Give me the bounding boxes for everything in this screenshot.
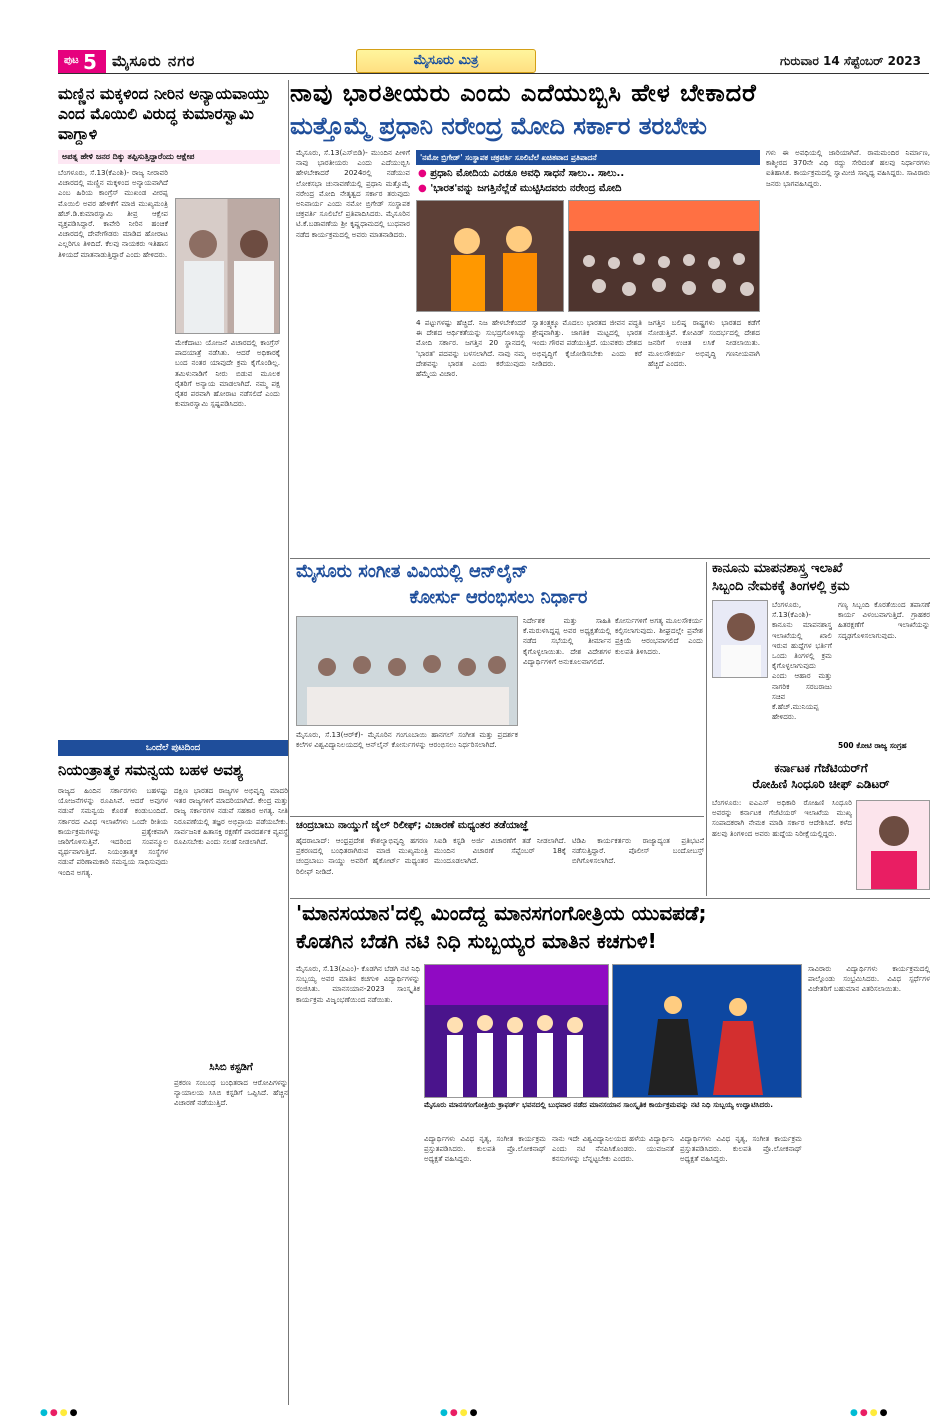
- chandrababu-headline: ಚಂದ್ರಬಾಬು ನಾಯ್ಡುಗೆ ಜೈಲ್ ರಿಲೀಫ್; ವಿಚಾರಣೆ ಮಧ್ಯಂತರ ತಡೆಯಾಜ್ಞೆ: [296, 820, 529, 831]
- lead-bullet-2-text: 'ಭಾರತ'ವನ್ನು ಜಗತ್ತಿನೆಲ್ಲೆಡೆ ಮುಟ್ಟಿಸಿದವರು ನರೇಂದ್ರ ಮೋದಿ: [430, 183, 622, 194]
- left-top-subhead: ಅಪತ್ನ ಹೇಳಿ ಜನರ ದಿಕ್ಕು ತಪ್ಪಿಸುತ್ತಿದ್ದಾರೆಂದು ಆಕ್ಷೇಪ: [58, 150, 280, 164]
- lead-headline-line1: ನಾವು ಭಾರತೀಯರು ಎಂದು ಎದೆಯುಬ್ಬಿಸಿ ಹೇಳ ಬೇಕಾದರೆ: [290, 79, 757, 107]
- manasa-headline-line2: ಕೊಡಗಿನ ಬೆಡಗಿ ನಟಿ ನಿಧಿ ಸುಬ್ಬಯ್ಯರ ಮಾತಿನ ಕಚಗುಳಿ!: [296, 929, 657, 953]
- legal-headline-line2: ಸಿಬ್ಬಂದಿ ನೇಮಕಕ್ಕೆ ತಿಂಗಳಲ್ಲಿ ಕ್ರಮ: [712, 579, 850, 594]
- section-divider: [290, 558, 930, 559]
- opinion-col2: ದಕ್ಷಿಣ ಭಾರತದ ರಾಜ್ಯಗಳ ಅಭಿವೃದ್ಧಿ ಮಾದರಿ ಇತರ ರಾಜ್ಯಗಳಿಗೆ ಮಾದರಿಯಾಗಿದೆ. ಕೇಂದ್ರ ಮತ್ತು ರಾಜ್ಯ ಸರ್ಕಾರಗಳ ನಡುವೆ ಸಹಕಾರ ಅಗತ್ಯ. ನೀತಿ ನಿರೂಪಣೆಯಲ್ಲಿ ತಜ್ಞರ ಅಭಿಪ್ರಾಯ ಪಡೆಯಬೇಕು. ಸಾರ್ವಜನಿಕ ಹಿತಾಸಕ್ತಿ ರಕ್ಷಣೆಗೆ ಪಾರದರ್ಶಕ ವ್ಯವಸ್ಥೆ ರೂಪಿಸಬೇಕು ಎಂದು ಸಲಹೆ ನೀಡಲಾಗಿದೆ.: [174, 786, 288, 847]
- manasa-col1: ಮೈಸೂರು, ಸೆ.13(ಪಿಎಂ)- ಕೊಡಗಿನ ಬೆಡಗಿ ನಟಿ ನಿಧಿ ಸುಬ್ಬಯ್ಯ ಅವರ ಮಾತಿನ ಕಚಗುಳಿ ವಿದ್ಯಾರ್ಥಿಗಳನ್ನು ರಂಜಿಸಿತು. ಮಾನಸಯಾನ-2023 ಸಾಂಸ್ಕೃತಿಕ ಕಾರ್ಯಕ್ರಮ ವಿಜೃಂಭಣೆಯಿಂದ ನಡೆಯಿತು.: [296, 964, 420, 1004]
- manasa-headline-line1: 'ಮಾನಸಯಾನ'ದಲ್ಲಿ ಮಿಂದೆದ್ದ ಮಾನಸಗಂಗೋತ್ರಿಯ ಯುವಪಡೆ;: [296, 901, 707, 925]
- music-headline-line2: ಕೋರ್ಸು ಆರಂಭಿಸಲು ನಿರ್ಧಾರ: [409, 587, 588, 608]
- lead-headline-line2: ಮತ್ತೊಮ್ಮೆ ಪ್ರಧಾನಿ ನರೇಂದ್ರ ಮೋದಿ ಸರ್ಕಾರ ತರಬೇಕು: [290, 112, 707, 140]
- bullet-icon: ●: [418, 168, 427, 179]
- lead-bullet-1-text: ಪ್ರಧಾನಿ ಮೋದಿಯ ಎರಡೂ ಅವಧಿ ಸಾಧನೆ ಸಾಲು.. ಸಾಲು..: [430, 168, 625, 179]
- legal-col2: ಗಣ್ಯ ಸಿಬ್ಬಂದಿ ಕೊರತೆಯಿಂದ ತಪಾಸಣೆ ಕಾರ್ಯ ವಿಳಂಬವಾಗುತ್ತಿದೆ. ಗ್ರಾಹಕರ ಹಿತರಕ್ಷಣೆಗೆ ಇಲಾಖೆಯನ್ನು ಸದೃಢಗೊಳಿಸಲಾಗುವುದು.: [838, 600, 930, 640]
- page-number: 5: [83, 50, 97, 74]
- dateline: ಗುರುವಾರ 14 ಸೆಪ್ಟೆಂಬರ್ 2023: [780, 54, 921, 68]
- left-top-headline: ಮಣ್ಣಿನ ಮಕ್ಕಳಿಂದ ನೀರಿನ ಅನ್ಯಾಯವಾಯ್ತು ಎಂದ ಮೊಯಿಲಿ ವಿರುದ್ಧ ಕುಮಾರಸ್ವಾಮಿ ವಾಗ್ದಾಳಿ: [58, 85, 271, 143]
- bullet-icon: ●: [418, 183, 427, 194]
- music-meeting-photo: [296, 616, 518, 726]
- manasa-col3b: ವಿದ್ಯಾರ್ಥಿಗಳು ವಿವಿಧ ನೃತ್ಯ, ಸಂಗೀತ ಕಾರ್ಯಕ್ರಮ ಪ್ರಸ್ತುತಪಡಿಸಿದರು. ಕುಲಪತಿ ಪ್ರೊ.ಲೋಕನಾಥ್ ಅಧ್ಯಕ್ಷತೆ ವಹಿಸಿದ್ದರು.: [680, 1134, 802, 1164]
- lead-bullet-1: [418, 168, 760, 180]
- lead-bullet-2: [418, 183, 760, 195]
- chandrababu-col2: ಸಿಐಡಿ ಕಸ್ಟಡಿ ಅರ್ಜಿ ವಿಚಾರಣೆಗೆ ತಡೆ ನೀಡಲಾಗಿದೆ. ಮುಂದಿನ ವಿಚಾರಣೆ ಸೆಪ್ಟೆಂಬರ್ 18ಕ್ಕೆ ಮುಂದೂಡಲಾಗಿದೆ.: [434, 836, 566, 866]
- manasa-photo-dance: [612, 964, 802, 1098]
- left-top-col1: ಬೆಂಗಳೂರು, ಸೆ.13(ಕೆಎಂಶಿ)- ರಾಜ್ಯ ನೀರಾವರಿ ವಿಚಾರದಲ್ಲಿ ಮಣ್ಣಿನ ಮಕ್ಕಳಿಂದ ಅನ್ಯಾಯವಾಗಿದೆ ಎಂಬ ಹಿರಿಯ ಕಾಂಗ್ರೆಸ್ ಮುಖಂಡ ವೀರಪ್ಪ ಮೊಯಿಲಿ ಅವರ ಹೇಳಿಕೆಗೆ ಮಾಜಿ ಮುಖ್ಯಮಂತ್ರಿ ಹೆಚ್.ಡಿ.ಕುಮಾರಸ್ವಾಮಿ ತೀವ್ರ ಆಕ್ಷೇಪ ವ್ಯಕ್ತಪಡಿಸಿದ್ದಾರೆ. ಕಾವೇರಿ ನೀರಿನ ಹಂಚಿಕೆ ವಿಚಾರದಲ್ಲಿ ದೇವೇಗೌಡರು ಮಾಡಿದ ಹೋರಾಟ ಎಲ್ಲರಿಗೂ ತಿಳಿದಿದೆ. ಕೆಲವು ನಾಯಕರು ಇತಿಹಾಸ ತಿಳಿಯದೆ ಮಾತನಾಡುತ್ತಿದ್ದಾರೆ ಎಂದು ಹೇಳಿದರು.: [58, 168, 168, 259]
- print-color-dots-right: ●●●●: [850, 1408, 890, 1418]
- rohini-headline-line1: ಕರ್ನಾಟಕ ಗೆಜೆಟಿಯರ್‌ಗೆ: [774, 761, 868, 775]
- manasa-col3: ನಾನು ಇದೇ ವಿಶ್ವವಿದ್ಯಾನಿಲಯದ ಹಳೆಯ ವಿದ್ಯಾರ್ಥಿನಿ ಎಂದು ನಟಿ ನೆನಪಿಸಿಕೊಂಡರು. ಯುವಜನತೆ ಕನಸುಗಳನ್ನು ಬೆನ್ನಟ್ಟಬೇಕು ಎಂದರು.: [552, 1134, 674, 1164]
- music-headline-line1: ಮೈಸೂರು ಸಂಗೀತ ವಿವಿಯಲ್ಲಿ ಆನ್‌ಲೈನ್: [296, 561, 528, 582]
- chandrababu-col1: ಹೈದರಾಬಾದ್: ಆಂಧ್ರಪ್ರದೇಶ ಕೌಶಲ್ಯಾಭಿವೃದ್ಧಿ ಹಗರಣ ಪ್ರಕರಣದಲ್ಲಿ ಬಂಧಿತರಾಗಿರುವ ಮಾಜಿ ಮುಖ್ಯಮಂತ್ರಿ ಚಂದ್ರಬಾಬು ನಾಯ್ಡು ಅವರಿಗೆ ಹೈಕೋರ್ಟ್ ಮಧ್ಯಂತರ ರಿಲೀಫ್ ನೀಡಿದೆ.: [296, 836, 428, 876]
- rohini-col1: ಬೆಂಗಳೂರು: ಐಎಎಸ್ ಅಧಿಕಾರಿ ರೋಹಿಣಿ ಸಿಂಧೂರಿ ಅವರನ್ನು ಕರ್ನಾಟಕ ಗೆಜೆಟಿಯರ್ ಇಲಾಖೆಯ ಮುಖ್ಯ ಸಂಪಾದಕರಾಗಿ ನೇಮಕ ಮಾಡಿ ಸರ್ಕಾರ ಆದೇಶಿಸಿದೆ. ಕಳೆದ ಹಲವು ತಿಂಗಳಿಂದ ಅವರು ಹುದ್ದೆಯ ನಿರೀಕ್ಷೆಯಲ್ಲಿದ್ದರು.: [712, 798, 852, 838]
- legal-headline-line1: ಕಾನೂನು ಮಾಪನಶಾಸ್ತ್ರ ಇಲಾಖೆ: [712, 561, 843, 576]
- page-label: ಪುಟ: [64, 55, 79, 66]
- manasa-col4: ಸಾವಿರಾರು ವಿದ್ಯಾರ್ಥಿಗಳು ಕಾರ್ಯಕ್ರಮದಲ್ಲಿ ಪಾಲ್ಗೊಂಡು ಸಂಭ್ರಮಿಸಿದರು. ವಿವಿಧ ಸ್ಪರ್ಧೆಗಳ ವಿಜೇತರಿಗೆ ಬಹುಮಾನ ವಿತರಿಸಲಾಯಿತು.: [808, 964, 930, 994]
- lead-col1: ಮೈಸೂರು, ಸೆ.13(ಎಸ್‌ಬಿಡಿ)- ಮುಂದಿನ ಪೀಳಿಗೆ ನಾವು ಭಾರತೀಯರು ಎಂದು ಎದೆಯುಬ್ಬಿಸಿ ಹೇಳಬೇಕಾದರೆ 2024ರಲ್ಲಿ ನಡೆಯುವ ಲೋಕಸಭಾ ಚುನಾವಣೆಯಲ್ಲಿ ಪ್ರಧಾನಿ ಮತ್ತೊಮ್ಮೆ ನರೇಂದ್ರ ಮೋದಿ ನೇತೃತ್ವದ ಸರ್ಕಾರ ತರುವುದು ಅನಿವಾರ್ಯ ಎಂದು ನಮೋ ಬ್ರಿಗೇಡ್ ಸಂಸ್ಥಾಪಕ ಚಕ್ರವರ್ತಿ ಸೂಲಿಬೆಲೆ ಪ್ರತಿಪಾದಿಸಿದರು. ಮೈಸೂರಿನ ಟಿ.ಕೆ.ಬಡಾವಣೆಯ ಶ್ರೀ ಕೃಷ್ಣಧಾಮದಲ್ಲಿ ಬುಧವಾರ ನಡೆದ ಕಾರ್ಯಕ್ರಮದಲ್ಲಿ ಅವರು ಮಾತನಾಡಿದರು.: [296, 148, 410, 239]
- legal-col1: ಬೆಂಗಳೂರು, ಸೆ.13(ಕೆಎಂಶಿ)- ಕಾನೂನು ಮಾಪನಶಾಸ್ತ್ರ ಇಲಾಖೆಯಲ್ಲಿ ಖಾಲಿ ಇರುವ ಹುದ್ದೆಗಳ ಭರ್ತಿಗೆ ಒಂದು ತಿಂಗಳಲ್ಲಿ ಕ್ರಮ ಕೈಗೊಳ್ಳಲಾಗುವುದು ಎಂದು ಆಹಾರ ಮತ್ತು ನಾಗರಿಕ ಸರಬರಾಜು ಸಚಿವ ಕೆ.ಹೆಚ್.ಮುನಿಯಪ್ಪ ಹೇಳಿದರು.: [772, 600, 832, 722]
- column-rule: [706, 562, 707, 896]
- rohini-headline-line2: ರೋಹಿಣಿ ಸಿಂಧೂರಿ ಚೀಫ್ ಎಡಿಟರ್: [752, 777, 890, 791]
- rohini-photo: [856, 800, 930, 890]
- opinion-headline: ನಿಯಂತ್ರಾತ್ಮಕ ಸಮನ್ವಯ ಬಹಳ ಅವಶ್ಯ: [58, 761, 244, 779]
- print-color-dots-center: ●●●●: [440, 1408, 480, 1418]
- ccb-custody-title: ಸಿಸಿಬಿ ಕಸ್ಟಡಿಗೆ: [209, 1062, 253, 1073]
- music-col2: ನಿರ್ದೇಶಕ ಮತ್ತು ಸಾಹಿತಿ ಕೆ.ಮರುಳಸಿದ್ದಪ್ಪ ಅವರ ಅಧ್ಯಕ್ಷತೆಯಲ್ಲಿ ನಡೆದ ಸಭೆಯಲ್ಲಿ ತೀರ್ಮಾನ ಕೈಗೊಳ್ಳಲಾಯಿತು. ದೇಶ ವಿದೇಶಗಳ ವಿದ್ಯಾರ್ಥಿಗಳಿಗೆ ಅನುಕೂಲವಾಗಲಿದೆ.: [523, 616, 611, 666]
- left-top-col2: ಮೇಕೆದಾಟು ಯೋಜನೆ ವಿಚಾರದಲ್ಲಿ ಕಾಂಗ್ರೆಸ್ ಪಾದಯಾತ್ರೆ ನಡೆಸಿತು. ಆದರೆ ಅಧಿಕಾರಕ್ಕೆ ಬಂದ ನಂತರ ಯಾವುದೇ ಕ್ರಮ ಕೈಗೊಂಡಿಲ್ಲ. ತಮಿಳುನಾಡಿಗೆ ನೀರು ಬಿಡುವ ಮೂಲಕ ರೈತರಿಗೆ ಅನ್ಯಾಯ ಮಾಡಲಾಗಿದೆ. ನಮ್ಮ ಪಕ್ಷ ರೈತರ ಪರವಾಗಿ ಹೋರಾಟ ನಡೆಸಲಿದೆ ಎಂದು ಕುಮಾರಸ್ವಾಮಿ ಸ್ಪಷ್ಟಪಡಿಸಿದರು.: [175, 338, 280, 409]
- newspaper-logo: ಮೈಸೂರು ಮಿತ್ರ: [356, 49, 536, 73]
- section-title: ಮೈಸೂರು ನಗರ: [112, 52, 196, 70]
- print-color-dots-left: ●●●●: [40, 1408, 80, 1418]
- lead-col2: 4 ಪಟ್ಟುಗಳಷ್ಟು ಹೆಚ್ಚಿದೆ. ನಿಜ ಹೇಳಬೇಕೆಂದರೆ ಈ ದೇಶದ ಆರ್ಥಿಕತೆಯನ್ನು ಸುಭದ್ರಗೊಳಿಸಿದ್ದು ಮೋದಿ ಸರ್ಕಾರ. ಜಗತ್ತಿನ 20 ಸ್ಥಾನದಲ್ಲಿ 'ಭಾರತ' ಪದವನ್ನು ಬಳಸಲಾಗಿದೆ. ನಾವು ನಮ್ಮ ದೇಶವನ್ನು ಭಾರತ ಎಂದು ಕರೆಯುವುದು ಹೆಮ್ಮೆಯ ವಿಚಾರ.: [416, 318, 526, 379]
- ccb-custody-text: ಪ್ರಕರಣ ಸಂಬಂಧ ಬಂಧಿತರಾದ ಆರೋಪಿಗಳನ್ನು ನ್ಯಾಯಾಲಯ ಸಿಸಿಬಿ ಕಸ್ಟಡಿಗೆ ಒಪ್ಪಿಸಿದೆ. ಹೆಚ್ಚಿನ ವಿಚಾರಣೆ ನಡೆಯುತ್ತಿದೆ.: [174, 1078, 288, 1108]
- opinion-col1: ರಾಜ್ಯದ ಹಿಂದಿನ ಸರ್ಕಾರಗಳು ಬಹಳಷ್ಟು ಯೋಜನೆಗಳನ್ನು ರೂಪಿಸಿವೆ. ಆದರೆ ಅವುಗಳ ನಡುವೆ ಸಮನ್ವಯ ಕೊರತೆ ಕಂಡುಬಂದಿದೆ. ಸರ್ಕಾರದ ವಿವಿಧ ಇಲಾಖೆಗಳು ಒಂದೇ ರೀತಿಯ ಕಾರ್ಯಕ್ರಮಗಳನ್ನು ಪ್ರತ್ಯೇಕವಾಗಿ ಜಾರಿಗೊಳಿಸುತ್ತಿವೆ. ಇದರಿಂದ ಸಂಪನ್ಮೂಲ ವ್ಯರ್ಥವಾಗುತ್ತಿದೆ. ನಿಯಂತ್ರಾತ್ಮಕ ಸಂಸ್ಥೆಗಳ ನಡುವೆ ಪರಿಣಾಮಕಾರಿ ಸಮನ್ವಯ ಸಾಧಿಸುವುದು ಇಂದಿನ ಅಗತ್ಯ.: [58, 786, 168, 877]
- music-col1: ಮೈಸೂರು, ಸೆ.13(ಆರ್‌ಕೆ)- ಮೈಸೂರಿನ ಗಂಗೂಬಾಯಿ ಹಾನಗಲ್ ಸಂಗೀತ ಮತ್ತು ಪ್ರದರ್ಶಕ ಕಲೆಗಳ ವಿಶ್ವವಿದ್ಯಾನಿಲಯದಲ್ಲಿ ಆನ್‌ಲೈನ್ ಕೋರ್ಸುಗಳನ್ನು ಆರಂಭಿಸಲು ನಿರ್ಧರಿಸಲಾಗಿದೆ.: [296, 730, 518, 750]
- minister-photo: [712, 600, 768, 678]
- opinion-banner: ಒಂದೆಲೆ ಪುಟದಿಂದ: [58, 740, 288, 756]
- lead-kicker: 'ನಮೋ ಬ್ರಿಗೇಡ್' ಸಂಸ್ಥಾಪಕ ಚಕ್ರವರ್ತಿ ಸೂಲಿಬೆಲೆ ಖಚಿತವಾದ ಪ್ರತಿಪಾದನೆ: [416, 150, 760, 165]
- politicians-photo: [175, 198, 280, 334]
- lead-col3: ಸ್ವಾತಂತ್ರ್ಯಕ್ಕೂ ಮೊದಲು ಭಾರತದ ಜೀವನ ಪದ್ಧತಿ ಶ್ರೇಷ್ಠವಾಗಿತ್ತು. ಜಾಗತಿಕ ಮಟ್ಟದಲ್ಲಿ ಭಾರತ ಇಂದು ಗೌರವ ಪಡೆಯುತ್ತಿದೆ. ಯುವಕರು ದೇಶದ ಅಭಿವೃದ್ಧಿಗೆ ಕೈಜೋಡಿಸಬೇಕು ಎಂದು ಕರೆ ನೀಡಿದರು.: [532, 318, 642, 368]
- lead-col5: ಗಳು ಈ ಅವಧಿಯಲ್ಲಿ ಜಾರಿಯಾಗಿವೆ. ರಾಮಮಂದಿರ ನಿರ್ಮಾಣ, ಕಾಶ್ಮೀರದ 370ನೇ ವಿಧಿ ರದ್ದು ಸೇರಿದಂತೆ ಹಲವು ನಿರ್ಧಾರಗಳು ಐತಿಹಾಸಿಕ. ಕಾರ್ಯಕ್ರಮದಲ್ಲಿ ಸ್ವಾಮೀಜಿ ಸಾನ್ನಿಧ್ಯ ವಹಿಸಿದ್ದರು. ಸಾವಿರಾರು ಜನರು ಭಾಗವಹಿಸಿದ್ದರು.: [766, 148, 930, 188]
- lead-col4: ಜಗತ್ತಿನ ಬಲಿಷ್ಠ ರಾಷ್ಟ್ರಗಳು ಭಾರತದ ಕಡೆಗೆ ನೋಡುತ್ತಿವೆ. ಕೋವಿಡ್ ಸಂದರ್ಭದಲ್ಲಿ ದೇಶದ ಜನರಿಗೆ ಉಚಿತ ಲಸಿಕೆ ನೀಡಲಾಯಿತು. ಮೂಲಸೌಕರ್ಯ ಅಭಿವೃದ್ಧಿ ಗಣನೀಯವಾಗಿ ಹೆಚ್ಚಿದೆ ಎಂದರು.: [648, 318, 760, 368]
- music-col3: ಕೋರ್ಸುಗಳಿಗೆ ಅಗತ್ಯ ಮೂಲಸೌಕರ್ಯ ಕಲ್ಪಿಸಲಾಗುವುದು. ಶೀಘ್ರದಲ್ಲೇ ಪ್ರವೇಶ ಪ್ರಕ್ರಿಯೆ ಆರಂಭವಾಗಲಿದೆ ಎಂದು ಕುಲಪತಿ ತಿಳಿಸಿದರು.: [615, 616, 703, 656]
- manasa-photo-inauguration: [424, 964, 609, 1098]
- section-divider: [290, 816, 704, 817]
- section-divider: [290, 898, 930, 899]
- manasa-col2: ವಿದ್ಯಾರ್ಥಿಗಳು ವಿವಿಧ ನೃತ್ಯ, ಸಂಗೀತ ಕಾರ್ಯಕ್ರಮ ಪ್ರಸ್ತುತಪಡಿಸಿದರು. ಕುಲಪತಿ ಪ್ರೊ.ಲೋಕನಾಥ್ ಅಧ್ಯಕ್ಷತೆ ವಹಿಸಿದ್ದರು.: [424, 1134, 546, 1164]
- page-number-badge: [58, 50, 106, 73]
- manasa-caption: ಮೈಸೂರು ಮಾನಸಗಂಗೋತ್ರಿಯ ಕ್ರಾಫರ್ಡ್ ಭವನದಲ್ಲಿ ಬುಧವಾರ ನಡೆದ ಮಾನಸಯಾನ ಸಾಂಸ್ಕೃತಿಕ ಕಾರ್ಯಕ್ರಮವನ್ನು ನಟಿ ನಿಧಿ ಸುಬ್ಬಯ್ಯ ಉದ್ಘಾಟಿಸಿದರು.: [424, 1100, 774, 1109]
- legal-subhead: 500 ಕೋಟಿ ರಾಜ್ಯ ಸಂಗ್ರಹ: [838, 741, 907, 750]
- column-rule: [288, 80, 289, 1405]
- chandrababu-col3: ಟಿಡಿಪಿ ಕಾರ್ಯಕರ್ತರು ರಾಜ್ಯಾದ್ಯಂತ ಪ್ರತಿಭಟನೆ ನಡೆಸುತ್ತಿದ್ದಾರೆ. ಪೊಲೀಸ್ ಬಂದೋಬಸ್ತ್ ಬಿಗಿಗೊಳಿಸಲಾಗಿದೆ.: [572, 836, 704, 866]
- lead-photo-audience: [568, 200, 760, 312]
- lead-photo-stage: [416, 200, 564, 312]
